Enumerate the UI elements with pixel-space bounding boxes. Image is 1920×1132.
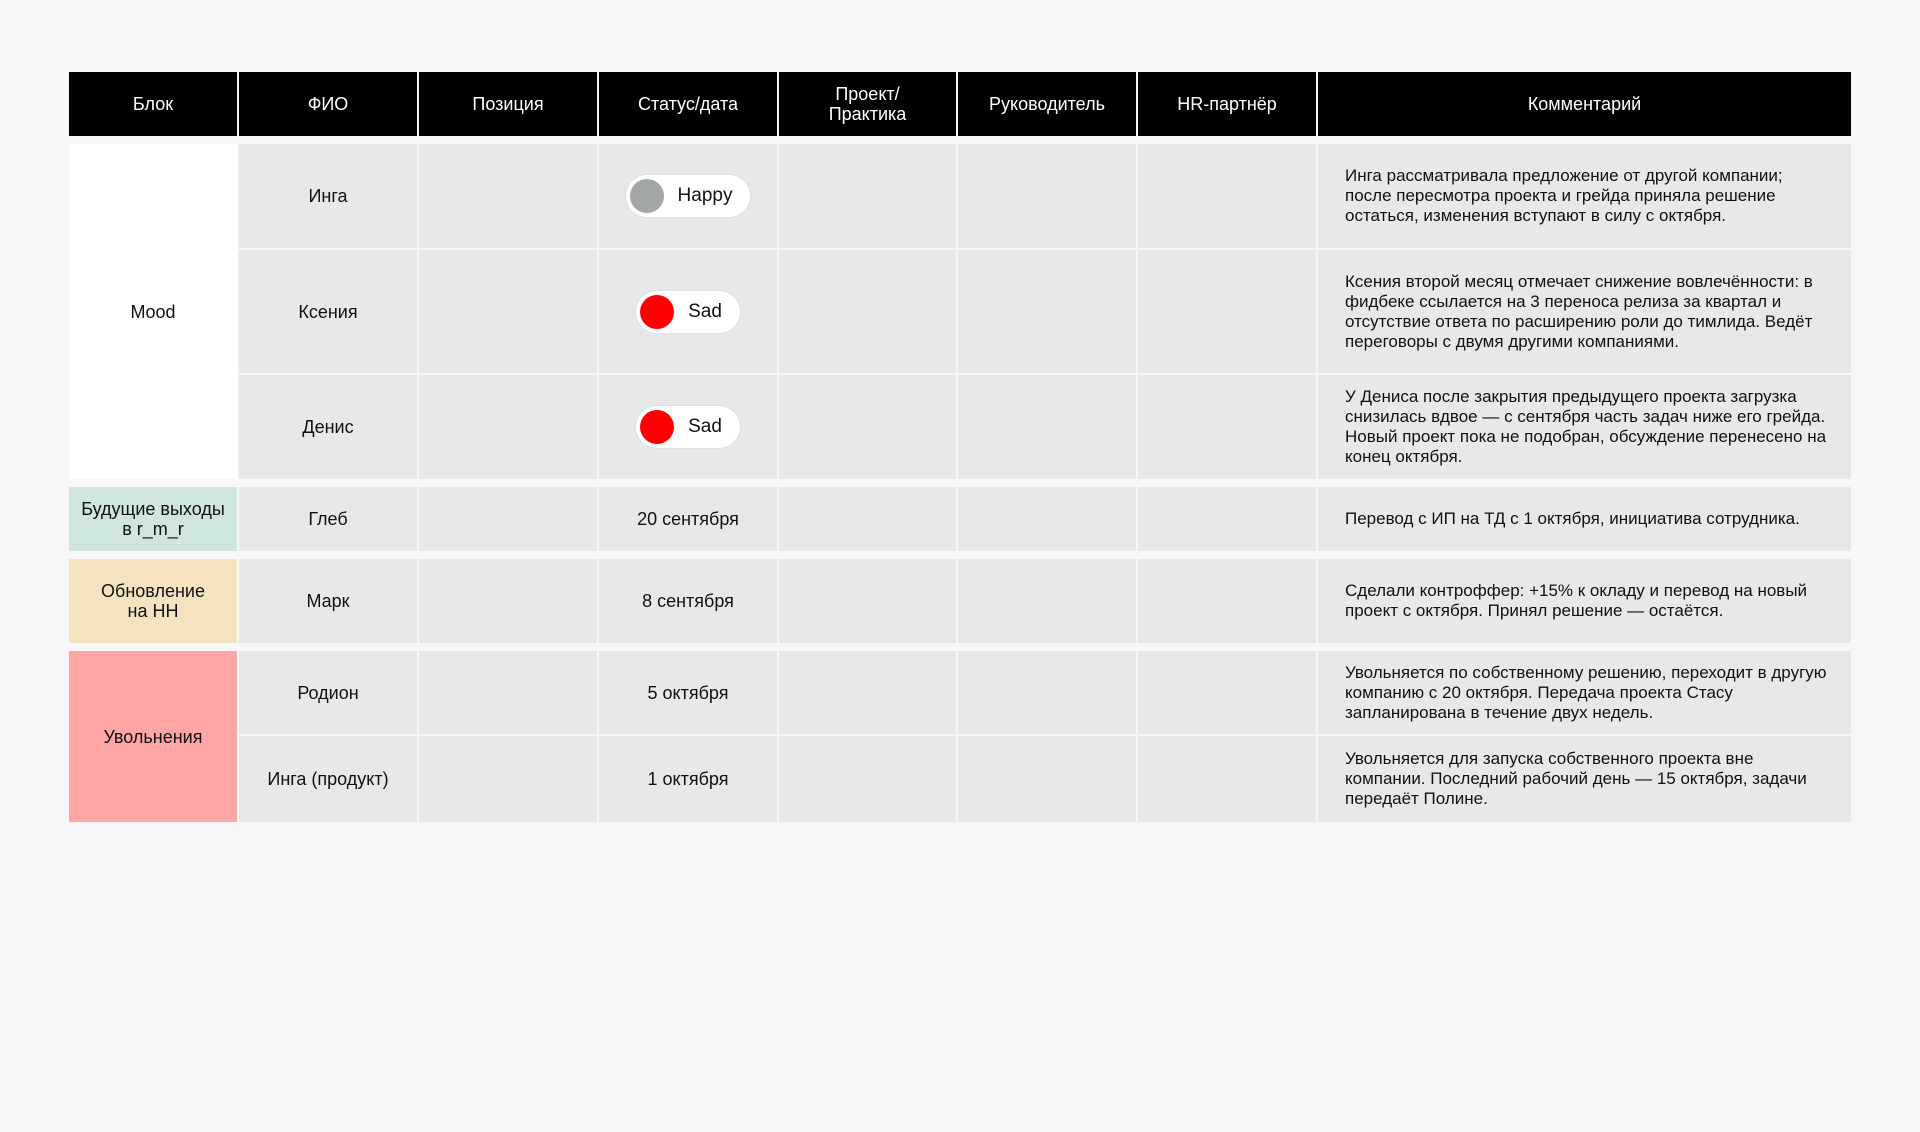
date-cell: 5 октября bbox=[599, 651, 779, 736]
comment-cell: У Дениса после закрытия предыдущего проекта загрузка снизилась вдвое — с сентября часть задач ниже его грейда. Новый проект пока не подобран, обсуждение перенесено на конец октября. bbox=[1318, 375, 1851, 479]
header-status-date: Статус/дата bbox=[599, 72, 779, 136]
name-cell: Инга bbox=[239, 144, 419, 250]
project-cell bbox=[779, 250, 958, 375]
name-cell: Инга (продукт) bbox=[239, 736, 419, 822]
position-cell bbox=[419, 487, 599, 551]
comment-cell: Ксения второй месяц отмечает снижение вовлечённости: в фидбеке ссылается на 3 переноса релиза за квартал и отсутствие ответа по расширению роли до тимлида. Ведёт переговоры с двумя другими компаниями. bbox=[1318, 250, 1851, 375]
position-cell bbox=[419, 250, 599, 375]
hr-cell bbox=[1138, 736, 1318, 822]
project-cell bbox=[779, 651, 958, 736]
date-cell: 8 сентября bbox=[599, 559, 779, 643]
status-pill[interactable] bbox=[636, 406, 740, 448]
name-cell: Глеб bbox=[239, 487, 419, 551]
manager-cell bbox=[958, 559, 1138, 643]
block-label: Будущие выходы в r_m_r bbox=[69, 487, 239, 551]
comment-cell: Увольняется по собственному решению, переходит в другую компанию с 20 октября. Передача проекта Стасу запланирована в течение двух недель. bbox=[1318, 651, 1851, 736]
header-project: Проект/ Практика bbox=[779, 72, 958, 136]
position-cell bbox=[419, 375, 599, 479]
position-cell bbox=[419, 144, 599, 250]
group-mood bbox=[69, 144, 1851, 479]
header-comment: Комментарий bbox=[1527, 94, 1642, 114]
group-future-exits bbox=[69, 487, 1851, 551]
status-pill[interactable] bbox=[636, 291, 740, 333]
position-cell bbox=[419, 651, 599, 736]
status-label: Sad bbox=[688, 300, 722, 322]
hr-cell bbox=[1138, 375, 1318, 479]
manager-cell bbox=[958, 487, 1138, 551]
header-position: Позиция bbox=[419, 72, 599, 136]
name-cell: Марк bbox=[239, 559, 419, 643]
date-cell: 20 сентября bbox=[599, 487, 779, 551]
hr-cell bbox=[1138, 250, 1318, 375]
group-dismissals bbox=[69, 651, 1851, 822]
gray-dot-icon bbox=[630, 179, 664, 213]
project-cell bbox=[779, 736, 958, 822]
hr-cell bbox=[1138, 487, 1318, 551]
position-cell bbox=[419, 559, 599, 643]
project-cell bbox=[779, 375, 958, 479]
project-cell bbox=[779, 144, 958, 250]
project-cell bbox=[779, 559, 958, 643]
status-label: Sad bbox=[688, 416, 722, 437]
manager-cell bbox=[958, 144, 1138, 250]
name-cell: Родион bbox=[239, 651, 419, 736]
header-name: ФИО bbox=[239, 72, 419, 136]
red-dot-icon bbox=[640, 295, 674, 329]
comment-cell: Инга рассматривала предложение от другой компании; после пересмотра проекта и грейда приняла решение остаться, изменения вступают в силу с октября. bbox=[1318, 144, 1851, 250]
position-cell bbox=[419, 736, 599, 822]
date-cell: 1 октября bbox=[599, 736, 779, 822]
hr-cell bbox=[1138, 559, 1318, 643]
manager-cell bbox=[958, 375, 1138, 479]
comment-cell: Увольняется для запуска собственного проекта вне компании. Последний рабочий день — 15 октября, задачи передаёт Полине. bbox=[1318, 736, 1851, 822]
red-dot-icon bbox=[640, 410, 674, 444]
manager-cell bbox=[958, 651, 1138, 736]
header-block: Блок bbox=[69, 72, 239, 136]
project-cell bbox=[779, 487, 958, 551]
status-cell bbox=[599, 375, 779, 479]
name-cell: Ксения bbox=[239, 250, 419, 375]
group-update-hh bbox=[69, 559, 1851, 643]
status-label: Happy bbox=[677, 185, 733, 206]
status-cell bbox=[599, 250, 779, 375]
name-cell: Денис bbox=[239, 375, 419, 479]
block-label: Mood bbox=[69, 144, 239, 479]
status-cell bbox=[599, 144, 779, 250]
block-label: Увольнения bbox=[69, 651, 239, 822]
comment-cell: Сделали контроффер: +15% к окладу и перевод на новый проект с октября. Принял решение — остаётся. bbox=[1318, 559, 1851, 643]
manager-cell bbox=[958, 736, 1138, 822]
comment-cell: Перевод с ИП на ТД с 1 октября, инициатива сотрудника. bbox=[1318, 487, 1851, 551]
block-label: Обновление на НН bbox=[69, 559, 239, 643]
hr-cell bbox=[1138, 144, 1318, 250]
employee-table bbox=[69, 72, 1851, 822]
header-hr-partner: HR-партнёр bbox=[1138, 72, 1318, 136]
table-header bbox=[69, 72, 1851, 136]
status-pill[interactable] bbox=[626, 175, 751, 217]
manager-cell bbox=[958, 250, 1138, 375]
hr-cell bbox=[1138, 651, 1318, 736]
header-manager: Руководитель bbox=[958, 72, 1138, 136]
